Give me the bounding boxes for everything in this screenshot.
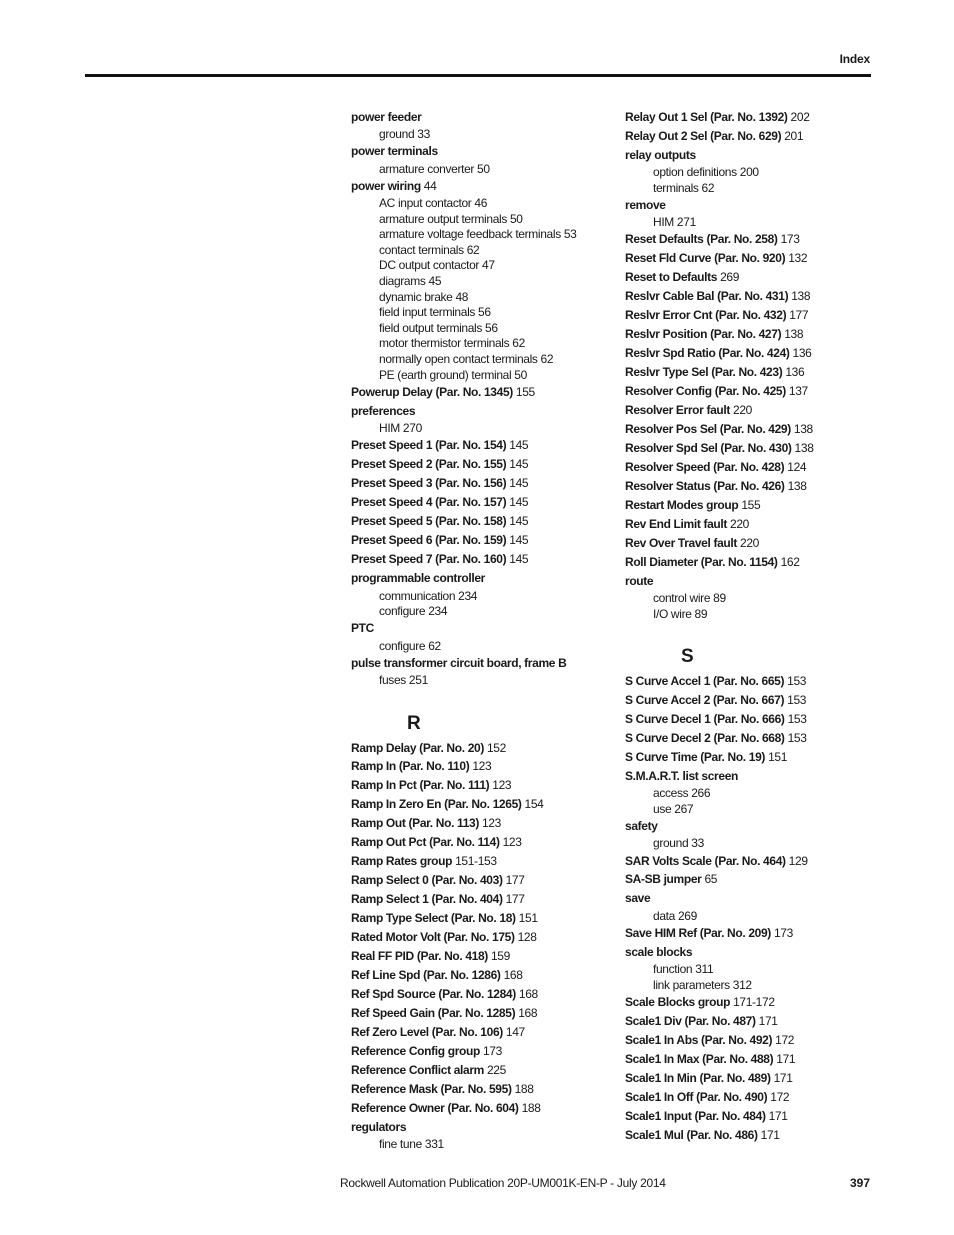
index-entry (351, 475, 611, 494)
index-subentries (351, 196, 611, 383)
index-entry (625, 477, 875, 496)
index-term: Ramp Select 0 (Par. No. 403) (351, 873, 503, 888)
index-entry (351, 456, 611, 475)
index-page-ref: 171 (758, 1014, 778, 1029)
index-page-ref: 136 (785, 365, 805, 380)
index-subentry: field input terminals 56 (379, 305, 491, 320)
index-entry (351, 1080, 611, 1099)
index-term: Reset Fld Curve (Par. No. 920) (625, 251, 786, 266)
index-term: Reference Owner (Par. No. 604) (351, 1100, 519, 1115)
index-page-ref: 188 (514, 1081, 534, 1096)
index-term: scale blocks (625, 944, 693, 959)
index-term: Rev End Limit fault (625, 516, 728, 531)
index-page-ref: 152 (486, 740, 506, 755)
index-term: Ramp Select 1 (Par. No. 404) (351, 892, 503, 907)
index-subentries (625, 962, 875, 993)
index-term: Scale1 In Max (Par. No. 488) (625, 1052, 774, 1067)
index-term: Resolver Status (Par. No. 426) (625, 478, 785, 493)
index-entry (351, 402, 611, 421)
index-page-ref: 173 (773, 926, 793, 940)
index-subentry: contact terminals 62 (379, 242, 480, 257)
index-term: Reset to Defaults (625, 270, 718, 285)
running-header-section: Index (839, 52, 870, 66)
index-entry (625, 943, 875, 962)
index-term: Reslvr Cable Bal (Par. No. 431) (625, 289, 789, 304)
index-entry (351, 654, 611, 673)
index-term: Relay Out 1 Sel (Par. No. 1392) (625, 109, 788, 124)
index-page-ref: 155 (515, 384, 535, 399)
index-entry (351, 437, 611, 456)
index-entry (351, 383, 611, 402)
index-entry (351, 777, 611, 796)
index-entry (351, 1042, 611, 1061)
index-term: pulse transformer circuit board, frame B (351, 655, 567, 670)
index-page-ref: 202 (790, 109, 810, 124)
index-term: Scale1 In Abs (Par. No. 492) (625, 1033, 773, 1048)
index-entry (351, 815, 611, 834)
index-term: Resolver Pos Sel (Par. No. 429) (625, 422, 791, 437)
index-column-left (351, 108, 611, 1153)
index-page-ref: 145 (509, 495, 529, 510)
index-page-ref: 171 (760, 1127, 780, 1142)
index-entry (625, 401, 875, 420)
index-entry (625, 993, 875, 1012)
index-entry (625, 1126, 875, 1145)
index-term: safety (625, 818, 658, 833)
index-subentries (625, 786, 875, 817)
index-term: power wiring (351, 178, 421, 193)
index-page-ref: 177 (789, 308, 809, 323)
index-term: Rev Over Travel fault (625, 535, 738, 550)
index-entry (625, 748, 875, 767)
index-entry (351, 1061, 611, 1080)
index-page-ref: 225 (486, 1062, 506, 1077)
index-entry (351, 620, 611, 639)
index-term: Scale1 In Min (Par. No. 489) (625, 1071, 771, 1085)
index-entry (625, 515, 875, 534)
index-page-ref: 220 (733, 403, 753, 418)
index-entry (625, 871, 875, 890)
index-subentry: communication 234 (379, 588, 478, 603)
index-term: route (625, 573, 654, 588)
index-entry (625, 691, 875, 710)
index-entry (625, 196, 875, 215)
index-subentries (351, 127, 611, 143)
index-entry (625, 344, 875, 363)
index-term: Resolver Speed (Par. No. 428) (625, 459, 785, 474)
index-entry (625, 817, 875, 836)
index-page-ref: 201 (784, 128, 804, 143)
index-page-ref: 145 (509, 514, 529, 529)
index-term: Preset Speed 7 (Par. No. 160) (351, 552, 507, 567)
index-term: Restart Modes group (625, 497, 739, 512)
index-subentry: link parameters 312 (653, 977, 752, 992)
index-term: Ramp Rates group (351, 854, 453, 869)
index-term: Ref Zero Level (Par. No. 106) (351, 1025, 503, 1040)
index-term: power terminals (351, 144, 438, 159)
index-page-ref: 171 (768, 1108, 788, 1123)
index-subentry: PE (earth ground) terminal 50 (379, 367, 527, 382)
index-term: S Curve Accel 2 (Par. No. 667) (625, 692, 785, 707)
index-entry (351, 551, 611, 570)
index-page-ref: 269 (720, 270, 740, 285)
index-term: SAR Volts Scale (Par. No. 464) (625, 853, 786, 868)
index-term: Ref Line Spd (Par. No. 1286) (351, 968, 501, 983)
index-subentries (351, 162, 611, 178)
index-entry (625, 1107, 875, 1126)
index-entry (625, 146, 875, 165)
header-rule (85, 74, 871, 77)
index-subentries (351, 1137, 611, 1153)
index-term: regulators (351, 1119, 407, 1134)
index-page-ref: 123 (481, 816, 501, 831)
index-term: Ramp In Zero En (Par. No. 1265) (351, 797, 522, 812)
index-entry (351, 891, 611, 910)
index-page-ref: 128 (517, 930, 537, 945)
index-entry (351, 532, 611, 551)
index-entry (351, 834, 611, 853)
index-entry (351, 177, 611, 196)
index-page-ref: 168 (518, 987, 538, 1002)
index-page-ref: 129 (788, 853, 808, 868)
index-entry (351, 1004, 611, 1023)
index-term: Scale Blocks group (625, 995, 731, 1010)
index-page-ref: 123 (472, 759, 492, 774)
index-term: Reference Mask (Par. No. 595) (351, 1081, 512, 1096)
index-entry (625, 326, 875, 345)
index-entry (351, 872, 611, 891)
index-term: Preset Speed 5 (Par. No. 158) (351, 514, 507, 529)
index-page-ref: 171 (773, 1071, 793, 1085)
index-page-ref: 173 (482, 1044, 502, 1058)
index-term: Real FF PID (Par. No. 418) (351, 949, 488, 964)
index-entry (625, 852, 875, 871)
index-entry (625, 307, 875, 326)
index-subentry: armature output terminals 50 (379, 211, 523, 226)
index-entry (351, 758, 611, 777)
index-term: Reset Defaults (Par. No. 258) (625, 232, 778, 247)
index-entry (625, 672, 875, 691)
index-subentries (351, 421, 611, 437)
index-term: PTC (351, 621, 374, 636)
index-term: programmable controller (351, 571, 485, 586)
index-page-ref: 155 (741, 497, 761, 512)
index-entry (625, 729, 875, 748)
index-entry (351, 1118, 611, 1137)
index-subentry: AC input contactor 46 (379, 196, 488, 211)
index-page-ref: 162 (780, 554, 800, 569)
index-page-ref: 188 (521, 1100, 541, 1115)
index-term: power feeder (351, 109, 422, 124)
index-page-ref: 173 (780, 232, 800, 247)
index-subentry: I/O wire 89 (653, 606, 708, 621)
index-subentries (351, 673, 611, 689)
index-entry (625, 420, 875, 439)
index-section-letter: S (681, 646, 694, 668)
index-entry (351, 739, 611, 758)
index-page-ref: 151 (768, 749, 788, 764)
index-term: Resolver Error fault (625, 403, 731, 418)
index-term: Scale1 Div (Par. No. 487) (625, 1014, 756, 1029)
index-entry (351, 1099, 611, 1118)
index-entry (625, 553, 875, 572)
index-page-ref: 145 (509, 457, 529, 472)
index-entry (625, 458, 875, 477)
index-subentry: function 311 (653, 962, 714, 977)
index-page-ref: 138 (791, 289, 811, 304)
index-entry (625, 496, 875, 515)
index-entry (351, 853, 611, 872)
index-term: Relay Out 2 Sel (Par. No. 629) (625, 128, 782, 143)
index-entry (351, 513, 611, 532)
index-page-ref: 145 (509, 552, 529, 567)
index-subentry: terminals 62 (653, 180, 715, 195)
index-subentries (625, 165, 875, 196)
index-subentries (625, 215, 875, 231)
index-subentry: data 269 (653, 908, 697, 923)
index-page-ref: 138 (793, 422, 813, 437)
index-entry (351, 929, 611, 948)
index-entry (625, 108, 875, 127)
index-page-ref: 154 (524, 797, 544, 812)
index-entry (351, 143, 611, 162)
index-column-right (625, 108, 875, 1145)
index-term: S Curve Decel 1 (Par. No. 666) (625, 711, 785, 726)
index-page-ref: 168 (503, 968, 523, 983)
index-entry (625, 1088, 875, 1107)
index-entry (625, 363, 875, 382)
index-subentry: fine tune 331 (379, 1137, 444, 1152)
index-section-letter: R (407, 712, 421, 734)
index-term: Scale1 Input (Par. No. 484) (625, 1108, 766, 1123)
index-entry (625, 127, 875, 146)
index-term: Ref Speed Gain (Par. No. 1285) (351, 1006, 516, 1021)
index-page-ref: 145 (509, 533, 529, 548)
index-subentry: motor thermistor terminals 62 (379, 336, 525, 351)
index-entry (351, 947, 611, 966)
index-page-ref: 153 (787, 673, 807, 688)
index-subentry: access 266 (653, 786, 711, 801)
index-page-ref: 65 (704, 872, 718, 887)
index-subentry: armature voltage feedback terminals 53 (379, 227, 577, 242)
index-subentry: HIM 270 (379, 421, 422, 436)
index-entry (351, 570, 611, 589)
index-subentry: field output terminals 56 (379, 320, 498, 335)
index-page-ref: 171 (776, 1052, 796, 1067)
index-term: Ramp In Pct (Par. No. 111) (351, 778, 490, 793)
index-entry (625, 710, 875, 729)
index-term: Reslvr Type Sel (Par. No. 423) (625, 365, 783, 380)
index-subentries (625, 591, 875, 622)
index-entry (625, 1031, 875, 1050)
index-page-ref: 138 (794, 441, 814, 455)
index-page-ref: 220 (740, 535, 760, 550)
index-page-ref: 220 (730, 516, 749, 531)
index-entry (351, 494, 611, 513)
index-term: Preset Speed 3 (Par. No. 156) (351, 476, 507, 491)
index-subentry: DC output contactor 47 (379, 258, 495, 273)
index-subentry: normally open contact terminals 62 (379, 352, 554, 367)
index-subentry: diagrams 45 (379, 274, 442, 289)
index-term: S Curve Time (Par. No. 19) (625, 749, 766, 764)
index-term: save (625, 891, 651, 906)
index-entry (625, 890, 875, 909)
index-entry (625, 534, 875, 553)
index-entry (625, 231, 875, 250)
index-subentries (625, 836, 875, 852)
index-entry (351, 796, 611, 815)
index-term: Reslvr Spd Ratio (Par. No. 424) (625, 346, 790, 361)
index-term: Preset Speed 4 (Par. No. 157) (351, 495, 507, 510)
index-entry (625, 1050, 875, 1069)
index-subentry: configure 234 (379, 604, 448, 619)
index-page-ref: 172 (770, 1089, 790, 1104)
index-page-ref: 177 (505, 892, 525, 907)
index-term: Preset Speed 6 (Par. No. 159) (351, 533, 507, 548)
index-page-ref: 153 (787, 692, 807, 707)
index-page-ref: 132 (788, 251, 808, 266)
index-term: Resolver Config (Par. No. 425) (625, 384, 786, 399)
index-subentry: dynamic brake 48 (379, 289, 469, 304)
index-term: preferences (351, 403, 416, 418)
index-term: Roll Diameter (Par. No. 1154) (625, 554, 778, 569)
index-subentries (351, 639, 611, 655)
index-term: S Curve Accel 1 (Par. No. 665) (625, 673, 785, 688)
index-entry (625, 924, 875, 943)
index-subentry: option definitions 200 (653, 164, 759, 179)
index-subentries (625, 909, 875, 925)
index-page-ref: 138 (784, 327, 804, 342)
index-term: Reslvr Error Cnt (Par. No. 432) (625, 308, 787, 323)
index-term: Ramp Type Select (Par. No. 18) (351, 911, 516, 926)
footer-publication: Rockwell Automation Publication 20P-UM001K-EN-P - July 2014 (340, 1176, 666, 1190)
index-entry (625, 269, 875, 288)
index-page-ref: 137 (788, 384, 808, 399)
index-entry (625, 1069, 875, 1088)
index-term: relay outputs (625, 147, 696, 162)
index-term: Scale1 Mul (Par. No. 486) (625, 1127, 758, 1142)
index-page-ref: 168 (518, 1006, 538, 1021)
index-page-ref: 138 (787, 478, 807, 493)
index-term: S.M.A.R.T. list screen (625, 768, 739, 783)
index-subentry: fuses 251 (379, 673, 428, 688)
index-term: Powerup Delay (Par. No. 1345) (351, 384, 513, 399)
index-entry (625, 767, 875, 786)
index-term: Ref Spd Source (Par. No. 1284) (351, 987, 516, 1002)
index-subentry: configure 62 (379, 638, 441, 653)
index-entry (625, 288, 875, 307)
index-entry (625, 572, 875, 591)
index-entry (625, 382, 875, 401)
index-subentry: use 267 (653, 801, 694, 816)
index-term: Ramp Out Pct (Par. No. 114) (351, 835, 500, 850)
footer-page-number: 397 (849, 1176, 870, 1190)
index-entry (351, 108, 611, 127)
index-page-ref: 147 (505, 1025, 525, 1040)
index-term: Ramp Delay (Par. No. 20) (351, 740, 484, 755)
index-entry (625, 250, 875, 269)
index-term: Reference Conflict alarm (351, 1062, 484, 1077)
index-page-ref: 151 (518, 911, 538, 926)
index-page-ref: 159 (490, 949, 510, 964)
index-page-ref: 136 (792, 346, 812, 361)
index-page-ref: 145 (509, 438, 529, 453)
index-page-ref: 172 (775, 1033, 795, 1048)
index-entry (351, 966, 611, 985)
index-page-ref: 123 (502, 835, 522, 850)
index-term: Preset Speed 1 (Par. No. 154) (351, 438, 507, 453)
index-term: Rated Motor Volt (Par. No. 175) (351, 930, 515, 945)
index-entry (625, 439, 875, 458)
index-term: Preset Speed 2 (Par. No. 155) (351, 457, 507, 472)
index-page-ref: 153 (787, 711, 807, 726)
index-page-ref: 123 (492, 778, 512, 793)
index-page-ref: 153 (787, 730, 807, 745)
index-page-ref: 151-153 (455, 854, 497, 869)
index-term: SA-SB jumper (625, 872, 702, 887)
index-term: remove (625, 197, 666, 212)
index-subentry: armature converter 50 (379, 161, 490, 176)
index-page-ref: 145 (509, 476, 529, 491)
index-entry (351, 1023, 611, 1042)
index-page-ref: 171-172 (733, 995, 775, 1010)
index-page-ref: 44 (423, 178, 437, 193)
index-entry (625, 1012, 875, 1031)
index-term: Save HIM Ref (Par. No. 209) (625, 926, 771, 940)
index-term: Resolver Spd Sel (Par. No. 430) (625, 441, 792, 455)
index-term: Ramp In (Par. No. 110) (351, 759, 470, 774)
index-entry (351, 985, 611, 1004)
index-term: Reslvr Position (Par. No. 427) (625, 327, 782, 342)
index-term: Ramp Out (Par. No. 113) (351, 816, 479, 831)
index-page-ref: 124 (787, 459, 807, 474)
index-term: Reference Config group (351, 1044, 480, 1058)
index-subentry: ground 33 (653, 836, 704, 851)
index-term: S Curve Decel 2 (Par. No. 668) (625, 730, 785, 745)
index-entry (351, 910, 611, 929)
index-subentry: control wire 89 (653, 591, 726, 606)
index-term: Scale1 In Off (Par. No. 490) (625, 1089, 768, 1104)
index-subentry: ground 33 (379, 126, 430, 141)
index-subentry: HIM 271 (653, 215, 696, 230)
index-page-ref: 177 (505, 873, 525, 888)
index-subentries (351, 589, 611, 620)
